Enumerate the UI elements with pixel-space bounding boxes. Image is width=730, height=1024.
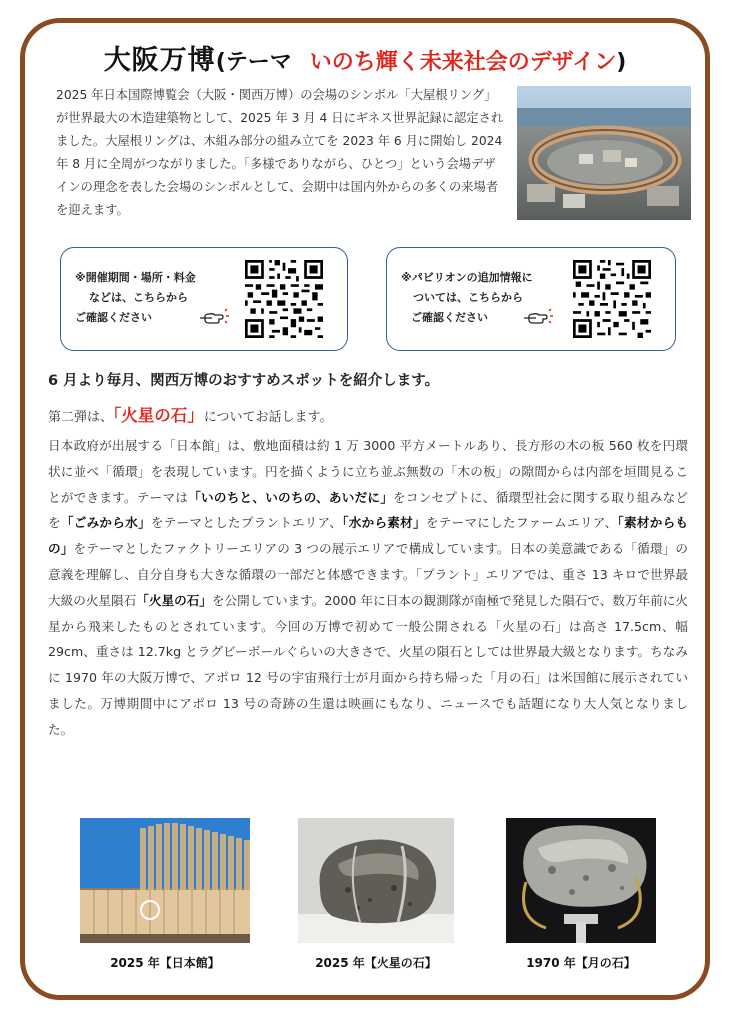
info-line: などは、こちらから — [89, 291, 188, 304]
body-text: をコンセプトに、循環型社会に関する取り組みなどを — [48, 489, 689, 531]
qr-code-pavilion-info[interactable] — [573, 260, 651, 338]
title-close-paren: ) — [616, 50, 627, 75]
body-emphasis: 「水から素材」 — [342, 515, 426, 531]
body-text: をテーマとしたプラントエリア、 — [150, 515, 343, 531]
grand-ring-photo — [517, 86, 691, 220]
info-box-event-details — [60, 247, 348, 351]
body-emphasis: 「ごみから水」 — [60, 515, 151, 531]
body-emphasis: 「火星の石」 — [136, 592, 212, 608]
body-text: をテーマにしたファームエリア、 — [425, 515, 618, 531]
title-main: 大阪万博 — [103, 45, 216, 76]
info-box-text — [75, 268, 196, 328]
body-emphasis: 「いのちと、いのちの、あいだに」 — [188, 489, 394, 505]
body-text: 日本政府が出展する「日本館」は、敷地面積は約 1 万 3000 平方メートルあり、長方形の木の板 560 枚を円環状に並べ「循環」を表現しています。円を描くように立ち並ぶ無数の「木の板」の隙間からは内部を垣間見ることができます。テーマは — [48, 438, 688, 505]
title-open-paren: ( — [215, 50, 226, 75]
qr-code-event-info[interactable] — [245, 260, 323, 338]
caption-moon-rock: 1970 年【月の石】 — [526, 956, 636, 970]
moon-rock-photo — [506, 818, 656, 943]
body-text: をテーマとしたファクトリーエリアの 3 つの展示エリアで構成しています。日本の美意識である「循環」の意義を理解し、自分自身も大きな循環の一部だと体感できます。「プラント」エリアでは、重さ 13 キロで世界最大級の火星隕石 — [48, 541, 688, 608]
caption-mars-rock: 2025 年【火星の石】 — [315, 956, 437, 970]
title-theme: いのち輝く未来社会のデザイン — [309, 50, 617, 75]
info-line: ※パビリオンの追加情報に — [401, 271, 533, 284]
subheading-prefix: 第二弾は、 — [48, 410, 114, 425]
info-box-pavilion-details — [386, 247, 676, 351]
pointing-hand-icon — [521, 306, 553, 330]
info-line: ※開催期間・場所・料金 — [75, 271, 196, 284]
body-paragraph — [48, 433, 688, 743]
info-box-text — [401, 268, 533, 328]
info-line: ご確認ください — [75, 311, 152, 324]
body-text: を公開しています。2000 年に日本の観測隊が南極で発見した隕石で、数万年前に火星から飛来したものとされています。今回の万博で初めて一般公開される「火星の石」は高さ 17.5cm、幅 29cm、重さは 12.7kg とラグビーボールぐらいの大きさで、火星の隕石としては世界最大級となります。ちなみに 1970 年の大阪万博で、アポロ 12 号の宇宙飛行士が月面から持ち帰った「月の石」は米国館に展示されていました。万博期間中にアポロ 13 号の奇跡の生還は映画にもなり、ニュースでも話題になり大人気となりました。 — [48, 592, 689, 737]
info-line: ついては、こちらから — [413, 291, 523, 304]
body-emphasis: 「素材からもの」 — [48, 515, 689, 557]
section-heading: 6 月より毎月、関西万博のおすすめスポットを紹介します。 — [48, 373, 440, 389]
japan-pavilion-photo — [80, 818, 250, 943]
page-title — [0, 38, 730, 77]
subheading — [48, 402, 332, 426]
mars-rock-photo — [298, 818, 454, 943]
intro-paragraph: 2025 年日本国際博覧会（大阪・関西万博）の会場のシンボル「大屋根リング」が世界最大の木造建築物として、2025 年 3 月 4 日にギネス世界記録に認定されました。大屋根リングは、木組み部分の組み立てを 2023 年 6 月に開始し 2024 年 8 月に全周がつながりました。「多様でありながら、ひとつ」という会場デザインの理念を表した会場のシンボルとして、会期中は国内外からの多くの来場者を迎えます。 — [56, 88, 504, 217]
subheading-suffix: についてお話します。 — [203, 410, 333, 425]
info-line: ご確認ください — [411, 311, 488, 324]
title-theme-label: テーマ — [225, 50, 292, 75]
pointing-hand-icon — [197, 306, 229, 330]
subheading-highlight: 「火星の石」 — [113, 406, 204, 425]
caption-japan-pavilion: 2025 年【日本館】 — [110, 956, 220, 970]
